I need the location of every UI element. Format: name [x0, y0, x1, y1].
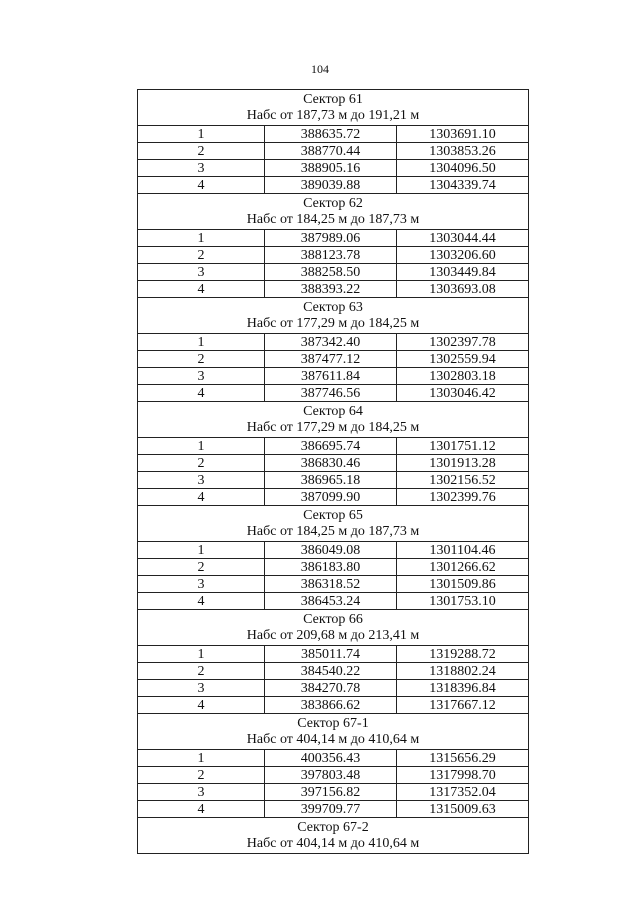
- sector-header: [138, 506, 529, 542]
- sector-title: Сектор 61: [303, 92, 363, 107]
- coordinate-x: 399709.77: [265, 801, 397, 818]
- coordinate-x: 386695.74: [265, 438, 397, 455]
- table-row: [138, 593, 529, 610]
- point-number: 2: [138, 663, 265, 680]
- sector-header: [138, 714, 529, 750]
- sector-header: [138, 818, 529, 854]
- point-number: 1: [138, 646, 265, 663]
- coordinate-y: 1317667.12: [397, 697, 529, 714]
- coordinate-y: 1301751.12: [397, 438, 529, 455]
- table-row: [138, 559, 529, 576]
- sector-height-range: Набс от 184,25 м до 187,73 м: [246, 212, 420, 227]
- page-number: 104: [311, 62, 329, 76]
- point-number: 4: [138, 281, 265, 298]
- table-row: [138, 281, 529, 298]
- coordinate-y: 1303044.44: [397, 230, 529, 247]
- table-row: [138, 438, 529, 455]
- coordinate-x: 386965.18: [265, 472, 397, 489]
- coordinate-x: 388393.22: [265, 281, 397, 298]
- coordinate-y: 1302399.76: [397, 489, 529, 506]
- coordinate-y: 1303691.10: [397, 126, 529, 143]
- coordinate-y: 1301104.46: [397, 542, 529, 559]
- table-row: [138, 489, 529, 506]
- coordinate-y: 1301509.86: [397, 576, 529, 593]
- table-row: [138, 801, 529, 818]
- point-number: 2: [138, 767, 265, 784]
- sector-header-row: [138, 298, 529, 334]
- sector-header-row: [138, 818, 529, 854]
- coordinate-x: 388123.78: [265, 247, 397, 264]
- coordinate-y: 1301913.28: [397, 455, 529, 472]
- sector-height-range: Набс от 177,29 м до 184,25 м: [246, 420, 420, 435]
- point-number: 1: [138, 230, 265, 247]
- table-row: [138, 143, 529, 160]
- point-number: 2: [138, 455, 265, 472]
- sector-header: [138, 610, 529, 646]
- coordinate-x: 397803.48: [265, 767, 397, 784]
- coordinate-x: 389039.88: [265, 177, 397, 194]
- coordinate-y: 1317998.70: [397, 767, 529, 784]
- coordinate-y: 1304339.74: [397, 177, 529, 194]
- point-number: 4: [138, 177, 265, 194]
- sector-header: [138, 194, 529, 230]
- point-number: 4: [138, 489, 265, 506]
- coordinates-table: [137, 89, 529, 854]
- point-number: 3: [138, 472, 265, 489]
- coordinate-y: 1303046.42: [397, 385, 529, 402]
- table-row: [138, 767, 529, 784]
- sector-title: Сектор 63: [303, 300, 363, 315]
- coordinate-x: 385011.74: [265, 646, 397, 663]
- sector-height-range: Набс от 404,14 м до 410,64 м: [246, 836, 420, 851]
- coordinate-x: 387989.06: [265, 230, 397, 247]
- point-number: 3: [138, 264, 265, 281]
- coordinate-y: 1302397.78: [397, 334, 529, 351]
- sector-header-row: [138, 402, 529, 438]
- table-row: [138, 126, 529, 143]
- table-row: [138, 542, 529, 559]
- sector-header-row: [138, 90, 529, 126]
- coordinate-y: 1315656.29: [397, 750, 529, 767]
- table-row: [138, 576, 529, 593]
- coordinate-y: 1318396.84: [397, 680, 529, 697]
- sector-header-row: [138, 714, 529, 750]
- coordinate-y: 1319288.72: [397, 646, 529, 663]
- sector-header-row: [138, 610, 529, 646]
- coordinate-x: 387099.90: [265, 489, 397, 506]
- point-number: 2: [138, 559, 265, 576]
- sector-title: Сектор 67-1: [297, 716, 369, 731]
- coordinate-x: 388635.72: [265, 126, 397, 143]
- table-row: [138, 663, 529, 680]
- coordinate-y: 1301266.62: [397, 559, 529, 576]
- coordinate-x: 387611.84: [265, 368, 397, 385]
- coordinate-x: 397156.82: [265, 784, 397, 801]
- coordinate-x: 386453.24: [265, 593, 397, 610]
- sector-title: Сектор 66: [303, 612, 363, 627]
- table-row: [138, 247, 529, 264]
- point-number: 1: [138, 334, 265, 351]
- table-row: [138, 646, 529, 663]
- sector-header: [138, 298, 529, 334]
- point-number: 3: [138, 784, 265, 801]
- sector-title: Сектор 67-2: [297, 820, 369, 835]
- table-row: [138, 472, 529, 489]
- coordinate-y: 1317352.04: [397, 784, 529, 801]
- coordinate-y: 1318802.24: [397, 663, 529, 680]
- coordinate-x: 384270.78: [265, 680, 397, 697]
- sector-header-row: [138, 506, 529, 542]
- coordinate-y: 1302803.18: [397, 368, 529, 385]
- sector-height-range: Набс от 184,25 м до 187,73 м: [246, 524, 420, 539]
- point-number: 3: [138, 368, 265, 385]
- coordinate-x: 400356.43: [265, 750, 397, 767]
- coordinate-x: 388905.16: [265, 160, 397, 177]
- coordinate-y: 1302559.94: [397, 351, 529, 368]
- point-number: 2: [138, 247, 265, 264]
- sector-header: [138, 402, 529, 438]
- point-number: 2: [138, 143, 265, 160]
- sector-height-range: Набс от 404,14 м до 410,64 м: [246, 732, 420, 747]
- table-row: [138, 177, 529, 194]
- point-number: 1: [138, 750, 265, 767]
- coordinate-x: 387477.12: [265, 351, 397, 368]
- table-row: [138, 160, 529, 177]
- table-row: [138, 230, 529, 247]
- coordinate-x: 384540.22: [265, 663, 397, 680]
- coordinate-y: 1304096.50: [397, 160, 529, 177]
- point-number: 3: [138, 680, 265, 697]
- coordinate-x: 388258.50: [265, 264, 397, 281]
- coordinate-y: 1315009.63: [397, 801, 529, 818]
- table-row: [138, 334, 529, 351]
- sector-title: Сектор 62: [303, 196, 363, 211]
- coordinate-y: 1303449.84: [397, 264, 529, 281]
- coordinate-x: 386183.80: [265, 559, 397, 576]
- coordinate-y: 1303206.60: [397, 247, 529, 264]
- table-row: [138, 784, 529, 801]
- coordinate-x: 386049.08: [265, 542, 397, 559]
- point-number: 4: [138, 697, 265, 714]
- table-row: [138, 368, 529, 385]
- sector-title: Сектор 64: [303, 404, 363, 419]
- point-number: 3: [138, 576, 265, 593]
- point-number: 4: [138, 801, 265, 818]
- point-number: 1: [138, 438, 265, 455]
- coordinate-x: 386830.46: [265, 455, 397, 472]
- coordinate-y: 1303693.08: [397, 281, 529, 298]
- table-row: [138, 750, 529, 767]
- coordinate-y: 1302156.52: [397, 472, 529, 489]
- coordinate-x: 387746.56: [265, 385, 397, 402]
- coordinate-y: 1301753.10: [397, 593, 529, 610]
- sector-header-row: [138, 194, 529, 230]
- coordinate-x: 386318.52: [265, 576, 397, 593]
- table-row: [138, 455, 529, 472]
- point-number: 3: [138, 160, 265, 177]
- table-row: [138, 680, 529, 697]
- coordinate-x: 387342.40: [265, 334, 397, 351]
- coordinate-y: 1303853.26: [397, 143, 529, 160]
- sector-title: Сектор 65: [303, 508, 363, 523]
- point-number: 1: [138, 126, 265, 143]
- point-number: 2: [138, 351, 265, 368]
- sector-height-range: Набс от 177,29 м до 184,25 м: [246, 316, 420, 331]
- point-number: 4: [138, 385, 265, 402]
- point-number: 1: [138, 542, 265, 559]
- table-row: [138, 385, 529, 402]
- table-row: [138, 264, 529, 281]
- coordinate-x: 383866.62: [265, 697, 397, 714]
- table-row: [138, 351, 529, 368]
- sector-height-range: Набс от 187,73 м до 191,21 м: [246, 108, 420, 123]
- table-row: [138, 697, 529, 714]
- sector-height-range: Набс от 209,68 м до 213,41 м: [246, 628, 420, 643]
- point-number: 4: [138, 593, 265, 610]
- sector-header: [138, 90, 529, 126]
- coordinate-x: 388770.44: [265, 143, 397, 160]
